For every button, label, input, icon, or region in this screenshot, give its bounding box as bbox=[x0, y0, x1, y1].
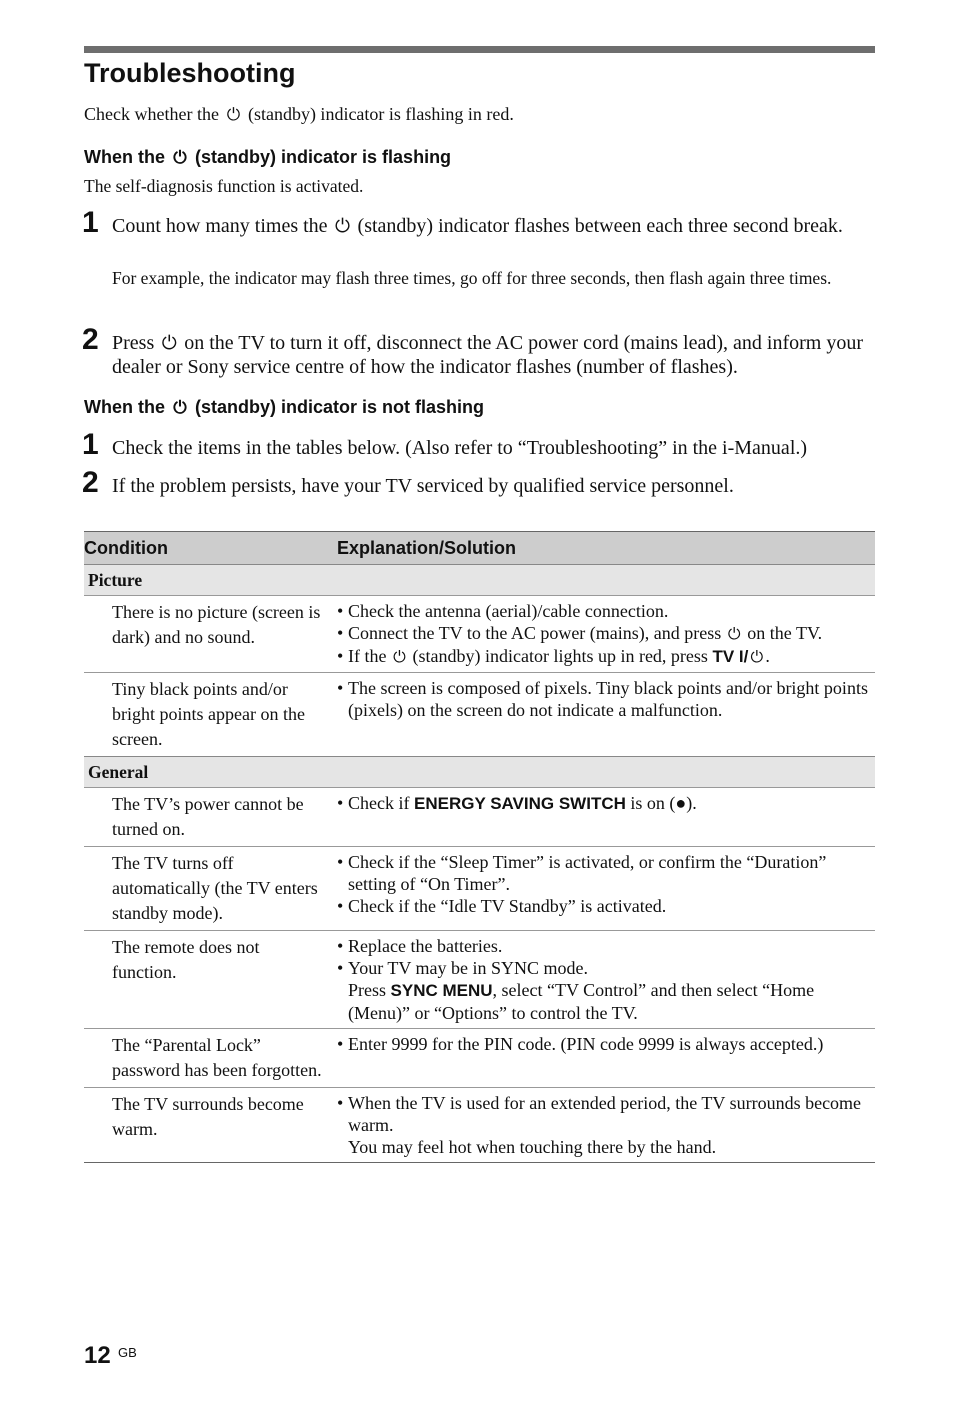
solution-text: When the TV is used for an extended period, the TV surrounds become warm. bbox=[348, 1093, 862, 1135]
solution-text: on the TV. bbox=[747, 623, 823, 643]
power-icon: ⏻ bbox=[173, 398, 187, 418]
condition-text: Tiny black points and/or bright points appear on the screen. bbox=[112, 679, 305, 749]
flashing-note: The self-diagnosis function is activated. bbox=[84, 176, 364, 196]
solution-text: Check if bbox=[348, 793, 410, 813]
step-text: Count how many times the bbox=[112, 215, 328, 237]
step-text: Press bbox=[112, 332, 155, 354]
power-icon: ⏻ bbox=[173, 148, 187, 168]
tv-key-label: TV I/ bbox=[712, 647, 749, 666]
table-row bbox=[84, 847, 875, 931]
condition-cell bbox=[84, 788, 337, 847]
solution-text: If the bbox=[348, 646, 387, 666]
condition-cell bbox=[84, 931, 337, 1029]
power-icon: ⏻ bbox=[393, 647, 406, 666]
column-header-condition: Condition bbox=[84, 532, 337, 565]
solution-item bbox=[337, 792, 875, 815]
table-row bbox=[84, 1088, 875, 1163]
flashing-heading-before: When the bbox=[84, 147, 165, 167]
power-icon: ⏻ bbox=[161, 332, 177, 354]
energy-saving-key-label: ENERGY SAVING SWITCH bbox=[413, 794, 626, 813]
section-row-general bbox=[84, 757, 875, 788]
not-flashing-heading-after: (standby) indicator is not flashing bbox=[195, 397, 485, 417]
condition-text: The TV turns off automatically (the TV enters standby mode). bbox=[112, 853, 318, 923]
condition-cell bbox=[84, 1088, 337, 1163]
solution-item: • Enter 9999 for the PIN code. (PIN code 9999 is always accepted.) bbox=[337, 1033, 875, 1055]
condition-cell bbox=[84, 847, 337, 931]
solution-text: You may feel hot when touching there by the hand. bbox=[348, 1137, 717, 1157]
flashing-heading bbox=[84, 147, 451, 168]
power-icon: ⏻ bbox=[226, 105, 241, 125]
solution-cell bbox=[337, 673, 875, 757]
sync-menu-key-label: SYNC MENU bbox=[390, 981, 493, 1000]
condition-text: The TV surrounds become warm. bbox=[112, 1094, 304, 1139]
solution-text: , select “TV Control” and then select “Home (Menu)” or “Options” to control the TV. bbox=[348, 980, 815, 1023]
section-label: Picture bbox=[84, 565, 875, 596]
solution-cell bbox=[337, 1029, 875, 1088]
condition-cell bbox=[84, 1029, 337, 1088]
step-text: (standby) indicator flashes between each three second break. bbox=[357, 215, 843, 237]
not-flashing-heading-before: When the bbox=[84, 397, 165, 417]
solution-text: . bbox=[765, 646, 770, 666]
section-row-picture bbox=[84, 565, 875, 596]
table-row bbox=[84, 788, 875, 847]
condition-text: The TV’s power cannot be turned on. bbox=[112, 794, 304, 839]
solution-item: • Check the antenna (aerial)/cable connection. bbox=[337, 600, 875, 622]
page-region-suffix: GB bbox=[118, 1345, 137, 1360]
step-number: 1 bbox=[82, 206, 99, 239]
condition-text: There is no picture (screen is dark) and no sound. bbox=[112, 602, 321, 647]
solution-item bbox=[337, 1092, 875, 1158]
header-rule bbox=[84, 46, 875, 53]
troubleshooting-table bbox=[84, 531, 875, 1163]
intro-text bbox=[84, 104, 514, 125]
flashing-step-1 bbox=[112, 214, 882, 238]
solution-text: Connect the TV to the AC power (mains), and press bbox=[348, 623, 722, 643]
page-number: 12 bbox=[84, 1342, 111, 1369]
solution-item bbox=[337, 622, 875, 645]
solution-cell bbox=[337, 847, 875, 931]
condition-cell bbox=[84, 673, 337, 757]
solution-item bbox=[337, 957, 875, 1024]
power-icon: ⏻ bbox=[727, 624, 741, 643]
power-icon: ⏻ bbox=[335, 215, 351, 237]
solution-cell bbox=[337, 931, 875, 1029]
solution-text: Your TV may be in SYNC mode. bbox=[348, 958, 589, 978]
solution-item: • Replace the batteries. bbox=[337, 935, 875, 957]
table-row bbox=[84, 1029, 875, 1088]
step-number: 2 bbox=[82, 323, 99, 356]
solution-cell bbox=[337, 788, 875, 847]
column-header-solution: Explanation/Solution bbox=[337, 532, 875, 565]
intro-before: Check whether the bbox=[84, 104, 219, 124]
solution-item: • The screen is composed of pixels. Tiny black points and/or bright points (pixels) on the screen do not indicate a malfunction. bbox=[337, 677, 875, 721]
not-flashing-step-1: Check the items in the tables below. (Also refer to “Troubleshooting” in the i-Manual.) bbox=[112, 437, 808, 459]
condition-text: The remote does not function. bbox=[112, 937, 260, 982]
solution-text: Press bbox=[348, 980, 387, 1000]
step-number: 2 bbox=[82, 466, 99, 499]
flashing-heading-after: (standby) indicator is flashing bbox=[195, 147, 452, 167]
flashing-step-2 bbox=[112, 331, 882, 379]
table-row bbox=[84, 931, 875, 1029]
condition-cell bbox=[84, 596, 337, 673]
table-row bbox=[84, 596, 875, 673]
solution-item bbox=[337, 645, 875, 668]
intro-after: (standby) indicator is flashing in red. bbox=[247, 104, 514, 124]
step-number: 1 bbox=[82, 428, 99, 461]
power-icon: ⏻ bbox=[750, 647, 764, 666]
solution-text: (standby) indicator lights up in red, press bbox=[412, 646, 708, 666]
solution-text: is on (●). bbox=[630, 793, 697, 813]
table-header-row bbox=[84, 532, 875, 565]
solution-item: • Check if the “Sleep Timer” is activated, or confirm the “Duration” setting of “On Timer”. bbox=[337, 851, 875, 895]
condition-text: The “Parental Lock” password has been forgotten. bbox=[112, 1035, 322, 1080]
section-label: General bbox=[84, 757, 875, 788]
solution-cell bbox=[337, 596, 875, 673]
not-flashing-heading bbox=[84, 397, 484, 418]
table-row bbox=[84, 673, 875, 757]
solution-cell bbox=[337, 1088, 875, 1163]
solution-item: • Check if the “Idle TV Standby” is activated. bbox=[337, 895, 875, 917]
step-text: on the TV to turn it off, disconnect the AC power cord (mains lead), and inform your dealer or Sony service centre of how the indicator flashes (number of flashes). bbox=[112, 332, 863, 378]
page-title: Troubleshooting bbox=[84, 58, 296, 88]
not-flashing-step-2: If the problem persists, have your TV serviced by qualified service personnel. bbox=[112, 475, 734, 497]
flashing-step-1-example: For example, the indicator may flash three times, go off for three seconds, then flash again three times. bbox=[112, 268, 832, 288]
